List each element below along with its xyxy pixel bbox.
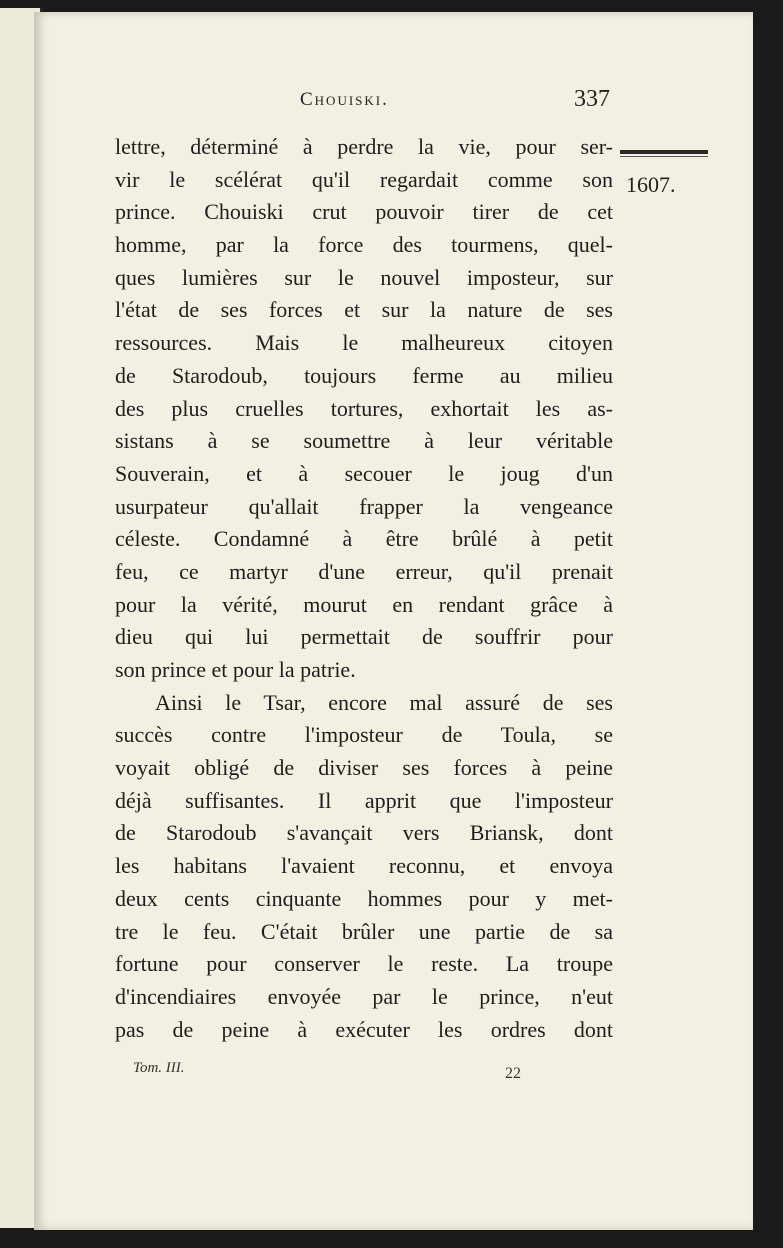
text-line: prince. Chouiski crut pouvoir tirer de cet [115, 199, 613, 225]
text-line: son prince et pour la patrie. [115, 657, 356, 682]
text-line: lettre, déterminé à perdre la vie, pour ser- [115, 134, 613, 159]
text-line: des plus cruelles tortures, exhortait les as- [115, 395, 613, 421]
text-line: céleste. Condamné à être brûlé à petit [115, 526, 613, 552]
text-line: ressources. Mais le malheureux citoyen [115, 330, 613, 356]
text-line: Souverain, et à secouer le joug d'un [115, 460, 613, 486]
text-line: dieu qui lui permettait de souffrir pour [115, 624, 613, 650]
text-line: l'état de ses forces et sur la nature de ses [115, 297, 613, 323]
text-line: pour la vérité, mourut en rendant grâce à [115, 591, 613, 617]
margin-year-note: 1607. [626, 172, 676, 197]
text-line: d'incendiaires envoyée par le prince, n'eut [115, 983, 613, 1009]
page-number: 337 [574, 86, 610, 112]
text-line: Ainsi le Tsar, encore mal assuré de ses [155, 689, 613, 715]
text-line: succès contre l'imposteur de Toula, se [115, 722, 613, 748]
signature-label: Tom. III. [133, 1060, 185, 1076]
text-line: de Starodoub, toujours ferme au milieu [115, 362, 613, 388]
text-line: fortune pour conserver le reste. La troupe [115, 951, 613, 977]
text-line: pas de peine à exécuter les ordres dont [115, 1016, 613, 1042]
margin-rule [620, 150, 708, 154]
text-line: homme, par la force des tourmens, quel- [115, 232, 613, 258]
text-line: voyait obligé de diviser ses forces à peine [115, 755, 613, 781]
text-line: feu, ce martyr d'une erreur, qu'il prenait [115, 558, 613, 584]
text-line: les habitans l'avaient reconnu, et envoya [115, 853, 613, 879]
signature-number: 22 [505, 1065, 521, 1082]
text-line: usurpateur qu'allait frapper la vengeance [115, 493, 613, 519]
text-line: déjà suffisantes. Il apprit que l'imposteur [115, 787, 613, 813]
text-line: sistans à se soumettre à leur véritable [115, 428, 613, 454]
running-head: Chouiski. [300, 89, 389, 110]
text-line: ques lumières sur le nouvel imposteur, sur [115, 264, 613, 290]
body-text [115, 131, 613, 1046]
text-line: de Starodoub s'avançait vers Briansk, dont [115, 820, 613, 846]
text-line: vir le scélérat qu'il regardait comme son [115, 166, 613, 192]
text-line: deux cents cinquante hommes pour y met- [115, 885, 613, 911]
text-line: tre le feu. C'était brûler une partie de sa [115, 918, 613, 944]
